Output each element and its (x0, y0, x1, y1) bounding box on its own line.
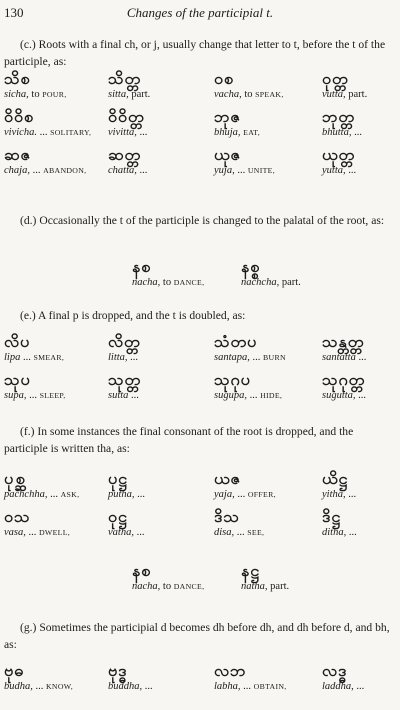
example-row (0, 371, 400, 405)
burmese-word: သုဂုတ္တ (322, 370, 366, 389)
gloss-line (322, 680, 364, 694)
gloss-line (4, 126, 91, 140)
transliteration: labha, (214, 681, 241, 692)
paragraph-text: (f.) In some instances the final consonant of the root is dropped, and the participle is written tha, as: (4, 425, 354, 455)
gloss-prefix: ... (35, 681, 44, 692)
example-entry (4, 508, 70, 540)
transliteration: supa, (4, 390, 27, 401)
burmese-word: လဘ (214, 661, 247, 680)
example-row (0, 662, 400, 696)
transliteration: lipa (4, 352, 21, 363)
transliteration: vatha, (108, 527, 134, 538)
example-entry (108, 662, 153, 694)
burmese-word: ဘုတ္တ (322, 107, 355, 126)
example-row (0, 258, 400, 292)
example-row (0, 70, 400, 104)
paragraph-text: (g.) Sometimes the participial d becomes dh before dh, and dh before d, and bh, as: (4, 621, 390, 651)
example-entry (241, 562, 289, 594)
gloss-line (108, 526, 144, 540)
transliteration: putha, (108, 489, 135, 500)
transliteration: laddha, (322, 681, 354, 692)
example-row (0, 562, 400, 596)
gloss-prefix: ... (28, 527, 37, 538)
burmese-word: ဝိဝိစ (4, 107, 34, 126)
transliteration: yuja, (214, 165, 235, 176)
burmese-word: လိတ္တ (108, 332, 141, 351)
gloss-line (322, 88, 367, 102)
gloss-line (108, 680, 153, 694)
example-entry (214, 371, 282, 403)
transliteration: bhuja, (214, 127, 241, 138)
example-entry (132, 258, 204, 290)
burmese-word: ယုတ္တ (322, 145, 356, 164)
example-entry (322, 371, 366, 403)
gloss-meaning: EAT, (243, 128, 261, 137)
page-number: 130 (4, 5, 24, 20)
gloss-suffix: ... (137, 489, 146, 500)
gloss-meaning: ASK, (60, 490, 80, 499)
example-entry (108, 108, 147, 140)
gloss-suffix: part. (131, 89, 151, 100)
burmese-word: နစ (132, 257, 152, 276)
gloss-suffix: ... (136, 527, 145, 538)
gloss-suffix: ... (139, 165, 148, 176)
transliteration: yaja, (214, 489, 235, 500)
example-entry (4, 108, 91, 140)
gloss-suffix: ... (348, 527, 357, 538)
section-c-text (4, 37, 392, 70)
burmese-word: လဒ္ဓ (322, 661, 348, 680)
gloss-line (4, 88, 66, 102)
section-g-text (4, 620, 392, 653)
gloss-line (241, 580, 289, 594)
gloss-prefix: ... (249, 390, 258, 401)
burmese-word: ဝုဋ္ဌ (108, 507, 128, 526)
transliteration: nacha, (132, 277, 161, 288)
transliteration: natha, (241, 581, 268, 592)
example-row (0, 108, 400, 142)
burmese-word: သန္တတ္တ (322, 332, 365, 351)
transliteration: yitha, (322, 489, 346, 500)
gloss-line (132, 580, 204, 594)
burmese-word: ဝုတ္တ (322, 69, 349, 88)
gloss-meaning: SLEEP, (39, 391, 66, 400)
example-entry (322, 662, 364, 694)
gloss-line (108, 351, 141, 365)
burmese-word: ယဇ (214, 469, 242, 488)
example-entry (322, 146, 356, 178)
burmese-word: ဆတ္တ (108, 145, 142, 164)
running-title: Changes of the participial t. (126, 5, 274, 20)
burmese-word: နဋ္ဌ (241, 561, 260, 580)
gloss-line (214, 488, 276, 502)
gloss-meaning: POUR, (42, 90, 67, 99)
burmese-word: သိစ (4, 69, 31, 88)
gloss-meaning: ABANDON, (43, 166, 87, 175)
gloss-prefix: to (31, 89, 40, 100)
transliteration: budha, (4, 681, 33, 692)
example-entry (108, 146, 147, 178)
gloss-suffix: ... (348, 165, 357, 176)
transliteration: buddha, (108, 681, 143, 692)
example-entry (4, 70, 66, 102)
example-entry (214, 333, 286, 365)
gloss-line (322, 526, 357, 540)
burmese-word: သုဂုပ (214, 370, 251, 389)
gloss-line (4, 488, 79, 502)
gloss-suffix: part. (281, 277, 301, 288)
transliteration: sicha, (4, 89, 29, 100)
burmese-word: သုတ္တ (108, 370, 142, 389)
transliteration: chatta, (108, 165, 137, 176)
gloss-meaning: SOLITARY, (50, 128, 92, 137)
gloss-prefix: ... (32, 165, 41, 176)
gloss-prefix: ... (29, 390, 37, 401)
gloss-meaning: DANCE, (173, 278, 205, 287)
example-entry (322, 333, 366, 365)
transliteration: nachcha, (241, 277, 280, 288)
example-entry (108, 508, 144, 540)
gloss-line (4, 164, 86, 178)
burmese-word: ဝစ (214, 69, 234, 88)
example-entry (214, 662, 287, 694)
gloss-prefix: ... (252, 352, 261, 363)
transliteration: sutta (108, 390, 129, 401)
gloss-line (132, 276, 204, 290)
paragraph-text: (d.) Occasionally the t of the participle is changed to the palatal of the root, as: (20, 214, 385, 227)
section-f-text (4, 424, 392, 457)
gloss-suffix: ... (144, 681, 153, 692)
gloss-line (322, 164, 356, 178)
gloss-line (322, 126, 362, 140)
example-entry (108, 70, 150, 102)
gloss-prefix: to (162, 581, 172, 592)
transliteration: vacha, (214, 89, 242, 100)
gloss-line (4, 526, 70, 540)
gloss-meaning: BURN (263, 353, 286, 362)
example-row (0, 470, 400, 504)
example-entry (214, 108, 260, 140)
burmese-word: ဒိဋ္ဌ (322, 507, 342, 526)
gloss-prefix: to (162, 277, 172, 288)
burmese-word: ယုဇ (214, 145, 242, 164)
gloss-prefix: ... (39, 127, 48, 138)
gloss-line (214, 526, 264, 540)
transliteration: yutta, (322, 165, 346, 176)
example-entry (108, 470, 145, 502)
gloss-suffix: ... (354, 127, 362, 138)
gloss-meaning: OBTAIN, (253, 682, 287, 691)
gloss-prefix: ... (237, 165, 246, 176)
transliteration: santapa, (214, 352, 250, 363)
burmese-word: သံတပ (214, 332, 258, 351)
gloss-line (4, 680, 73, 694)
paragraph-text: (c.) Roots with a final ch, or j, usually change that letter to t, before the t of the participle, as: (4, 38, 386, 68)
burmese-word: ဘုဇ (214, 107, 241, 126)
gloss-suffix: ... (358, 352, 367, 363)
gloss-suffix: ... (130, 352, 139, 363)
example-entry (322, 70, 367, 102)
burmese-word: နစ (132, 561, 152, 580)
gloss-prefix: ... (243, 681, 252, 692)
gloss-line (214, 88, 284, 102)
gloss-line (322, 389, 366, 403)
burmese-word: ယိဋ္ဌ (322, 469, 349, 488)
example-entry (4, 146, 86, 178)
gloss-suffix: ... (358, 390, 367, 401)
gloss-meaning: SEE, (247, 528, 265, 537)
gloss-line (214, 389, 282, 403)
gloss-prefix: ... (237, 489, 246, 500)
transliteration: sugutta, (322, 390, 356, 401)
gloss-line (214, 126, 260, 140)
gloss-prefix: ... (50, 489, 58, 500)
example-row (0, 333, 400, 367)
burmese-word: ဆဇ (4, 145, 31, 164)
section-d-text (4, 213, 392, 230)
gloss-prefix: ... (22, 352, 31, 363)
gloss-meaning: HIDE, (260, 391, 283, 400)
gloss-line (214, 164, 275, 178)
example-entry (214, 508, 264, 540)
burmese-word: သုပ (4, 370, 31, 389)
example-entry (4, 470, 79, 502)
transliteration: nacha, (132, 581, 161, 592)
transliteration: chaja, (4, 165, 30, 176)
example-entry (132, 562, 204, 594)
gloss-line (4, 351, 64, 365)
gloss-prefix: to (244, 89, 253, 100)
gloss-suffix: ... (356, 681, 365, 692)
gloss-suffix: part. (270, 581, 290, 592)
example-row (0, 146, 400, 180)
burmese-word: ဒိသ (214, 507, 240, 526)
gloss-line (241, 276, 301, 290)
transliteration: disa, (214, 527, 235, 538)
transliteration: ditha, (322, 527, 347, 538)
example-entry (214, 146, 275, 178)
burmese-word: ဗုဒ္ဓ (108, 661, 128, 680)
burmese-word: ဝသ (4, 507, 31, 526)
example-entry (4, 333, 64, 365)
gloss-suffix: part. (348, 89, 368, 100)
example-entry (322, 108, 362, 140)
example-entry (322, 470, 356, 502)
example-entry (108, 333, 141, 365)
gloss-meaning: SMEAR, (33, 353, 65, 362)
burmese-word: ပုဋ္ဌ (108, 469, 128, 488)
example-entry (4, 371, 65, 403)
gloss-meaning: DWELL, (39, 528, 71, 537)
gloss-meaning: OFFER, (247, 490, 276, 499)
transliteration: vivicha. (4, 127, 37, 138)
gloss-line (214, 680, 287, 694)
transliteration: sitta, (108, 89, 129, 100)
burmese-word: ဝိဝိတ္တ (108, 107, 145, 126)
gloss-line (322, 351, 366, 365)
gloss-line (4, 389, 65, 403)
paragraph-text: (e.) A final p is dropped, and the t is doubled, as: (20, 309, 246, 322)
gloss-meaning: KNOW, (46, 682, 73, 691)
transliteration: sugupa, (214, 390, 247, 401)
burmese-word: လိပ (4, 332, 31, 351)
gloss-line (108, 126, 147, 140)
transliteration: litta, (108, 352, 128, 363)
burmese-word: သိတ္တ (108, 69, 142, 88)
gloss-suffix: ... (348, 489, 357, 500)
transliteration: santatta (322, 352, 356, 363)
gloss-line (108, 488, 145, 502)
example-entry (214, 70, 284, 102)
gloss-meaning: UNITE, (247, 166, 275, 175)
gloss-line (108, 389, 141, 403)
example-row (0, 508, 400, 542)
gloss-line (322, 488, 356, 502)
gloss-line (108, 164, 147, 178)
gloss-suffix: ... (131, 390, 139, 401)
gloss-meaning: SPEAK, (255, 90, 284, 99)
burmese-word: နစ္စ (241, 257, 261, 276)
transliteration: vutta, (322, 89, 346, 100)
gloss-meaning: DANCE, (173, 582, 205, 591)
burmese-word: ပုစ္ဆ (4, 469, 26, 488)
transliteration: pachchha, (4, 489, 48, 500)
gloss-line (108, 88, 150, 102)
burmese-word: ဗုဓ (4, 661, 25, 680)
transliteration: bhutta, (322, 127, 352, 138)
transliteration: vivitta, (108, 127, 137, 138)
example-entry (4, 662, 73, 694)
section-e-text (4, 308, 392, 325)
example-entry (108, 371, 141, 403)
gloss-suffix: ... (139, 127, 148, 138)
example-entry (241, 258, 301, 290)
transliteration: vasa, (4, 527, 26, 538)
example-entry (214, 470, 276, 502)
gloss-prefix: ... (236, 527, 245, 538)
example-entry (322, 508, 357, 540)
gloss-line (214, 351, 286, 365)
